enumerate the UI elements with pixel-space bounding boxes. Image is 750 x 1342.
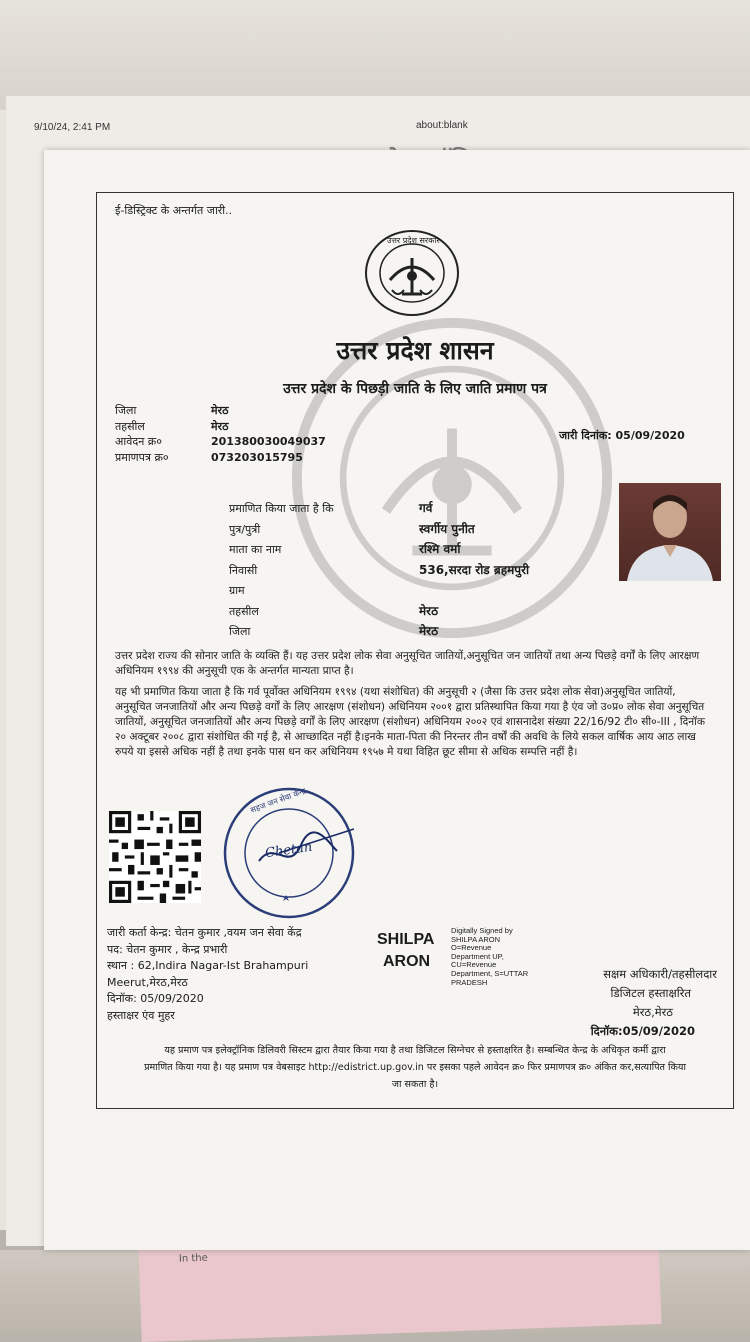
footer-line-3: जा सकता है। [391, 1079, 439, 1090]
field-label: पुत्र/पुत्री [229, 522, 261, 536]
issuer-block [107, 925, 308, 1024]
officer-place: मेरठ,मेरठ [632, 1005, 673, 1019]
footer-line-2: प्रमाणित किया गया है। यह प्रमाण पत्र वेबसाइट http://edistrict.up.gov.in पर इसका पहले आवेदन क्र० फिर प्रमाणपत्र क्र० अंकित कर,सत्यापित किया [144, 1062, 686, 1073]
issue-date: 05/09/2020 [615, 429, 685, 442]
footer-line-1: यह प्रमाण पत्र इलेक्ट्रॉनिक डिलिवरी सिस्टम द्वारा तैयार किया गया है तथा डिजिटल सिग्नेचर से हस्ताक्षरित है। सम्बन्धित केन्द्र के अधिकृत कर्मी द्वारा [164, 1045, 666, 1056]
print-url: about:blank [416, 120, 468, 131]
field-label: जिला [229, 625, 251, 638]
issuer-sign-seal: हस्ताक्षर एंव मुहर [107, 1008, 175, 1022]
field-label: प्रमाणपत्र क्र० [115, 450, 169, 464]
issue-date-label: जारी दिनांक: [559, 429, 612, 442]
certification-paragraph: यह भी प्रमाणित किया जाता है कि गर्व पूर्वोक्त अधिनियम १९९४ (यथा संशोधित) की अनुसूची २ (जैसा कि उत्तर प्रदेश लोक सेवा)अनुसूचित जातियों, अनुसूचित जनजातियों और अन्य पिछड़े वर्गों के लिए आरक्षण (संशोधन) अधिनियम २००१ द्वारा प्रतिस्थापित किया गया है एंव जो उ०प्र० लोक सेवा अनुसूचित जातियों, अनुसूचित जनजातियों और अन्य पिछड़े वर्गों के लिए आरक्षण (संशोधन) अधिनियम २००२ एवं शासनादेश संख्या 22/16/92 टी० सी०-III , दिनॉक २० अक्टूबर २००८ द्वारा संशोधित की गई है, से आच्छादित नहीं है।इनके माता-पिता की निरन्तर तीन वर्षों की अवधि के लिये सकल वार्षिक आय आठ लाख रुपये या इससे अधिक नहीं है तथा इनके पास धन कर अधिनियम १९५७ मे यथा विहित छूट सीमा से अधिक सम्पत्ति नहीं है। [115, 686, 706, 758]
top-field-labels [115, 403, 169, 465]
issue-date-block [559, 428, 685, 443]
district-value: मेरठ [211, 404, 229, 417]
person-field-labels [229, 499, 334, 643]
ds-line: SHILPA ARON [451, 934, 501, 944]
issuer-place-1: स्थान : 62,Indira Nagar-Ist Brahampuri [107, 959, 309, 972]
officer-signed: डिजिटल हस्ताक्षरित [610, 986, 691, 1000]
field-label: प्रमाणित किया जाता है कि [229, 502, 334, 515]
field-label: निवासी [229, 563, 258, 577]
caste-paragraph: उत्तर प्रदेश राज्य की सोनार जाति के व्यक्ति हैं। यह उत्तर प्रदेश लोक सेवा अनुसूचित जातियों,अनुसूचित जन जातियों तथा अन्य पिछड़े वर्गों के लिए आरक्षण अधिनियम १९९४ की अनुसूची एक के अन्तर्गत मान्यता प्राप्त है। [115, 650, 700, 677]
person-name: गर्व [419, 501, 433, 515]
tehsil-value: मेरठ [211, 419, 229, 433]
officer-title: सक्षम अधिकारी/तहसीलदार [603, 967, 717, 981]
field-label: ग्राम [229, 584, 245, 597]
print-timestamp: 9/10/24, 2:41 PM [34, 122, 111, 133]
village [419, 580, 529, 601]
application-number: 201380030049037 [211, 435, 326, 448]
certificate-title: उत्तर प्रदेश के पिछड़ी जाति के लिए जाति प्रमाण पत्र [283, 381, 547, 397]
signature-text: Chetan [264, 839, 314, 862]
field-label: तहसील [115, 419, 145, 433]
issuer-center: जारी कर्ता केन्द्र: चेतन कुमार ,वयम जन सेवा केंद्र [107, 926, 302, 939]
ds-name-2: ARON [383, 953, 431, 970]
government-title: उत्तर प्रदेश शासन [336, 336, 494, 365]
field-label: जिला [115, 404, 137, 417]
issuer-place-2: Meerut,मेरठ,मेरठ [107, 975, 188, 989]
bottom-note: In the [178, 1252, 208, 1265]
district: मेरठ [419, 624, 439, 638]
emblem-text: उत्तर प्रदेश सरकार [387, 236, 440, 245]
ds-line: O=Revenue [451, 943, 492, 953]
caste-certificate [96, 192, 734, 1109]
ds-line: PRADESH [451, 977, 488, 987]
ds-line: Digitally Signed by [451, 926, 513, 935]
field-label: आवेदन क्र० [115, 435, 162, 448]
person-field-values [419, 498, 529, 642]
father-name: स्वर्गीय पुनीत [419, 521, 475, 536]
applicant-photo [619, 483, 721, 581]
field-label: माता का नाम [229, 543, 282, 556]
issuer-post: पद: चेतन कुमार , केन्द्र प्रभारी [107, 942, 228, 956]
background-paper [0, 0, 750, 110]
tehsil: मेरठ [419, 603, 439, 618]
top-field-values [211, 403, 326, 465]
field-label: तहसील [229, 604, 259, 618]
ds-line: Department UP, [451, 951, 504, 961]
certificate-number: 073203015795 [211, 450, 303, 464]
seal-text: सहज जन सेवा केन्द्र [249, 786, 308, 815]
mother-name: रश्मि वर्मा [419, 542, 461, 556]
address: 536,सरदा रोड ब्रहमपुरी [419, 562, 530, 577]
officer-block [517, 965, 717, 1041]
qr-code-icon [109, 811, 201, 903]
ds-line: Department, S=UTTAR [451, 968, 529, 978]
issuer-date: दिनॉक: 05/09/2020 [107, 992, 204, 1005]
digital-signature-name [377, 929, 434, 973]
issued-under: ई-डिस्ट्रिक्ट के अन्तर्गत जारी.. [115, 204, 233, 217]
ds-line: CU=Revenue [451, 960, 497, 970]
ds-name-1: SHILPA [377, 931, 435, 948]
officer-date: दिनॉक:05/09/2020 [590, 1024, 695, 1038]
